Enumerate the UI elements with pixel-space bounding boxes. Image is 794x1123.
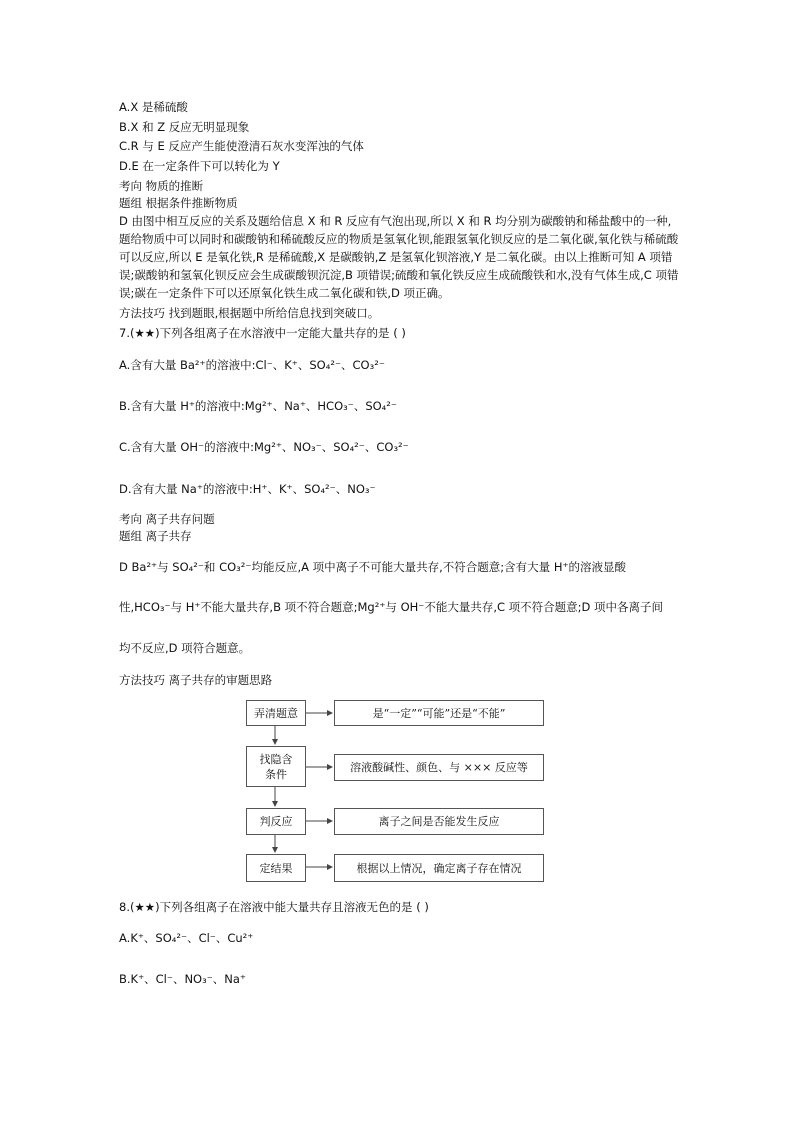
ion-coexistence-flowchart [246, 700, 546, 888]
q7-option-b: B.含有大量 H⁺的溶液中:Mg²⁺、Na⁺、HCO₃⁻、SO₄²⁻ [119, 399, 397, 413]
q7-option-a: A.含有大量 Ba²⁺的溶液中:Cl⁻、K⁺、SO₄²⁻、CO₃²⁻ [119, 358, 385, 372]
flow-step-4: 定结果 [246, 854, 306, 882]
q6-kaoxiang: 考向 物质的推断 [119, 179, 204, 193]
flow-note-4: 根据以上情况，确定离子存在情况 [334, 854, 544, 882]
q7-tizu: 题组 离子共存 [119, 529, 192, 543]
flow-note-1: 是“一定”“可能”还是“不能” [334, 700, 544, 726]
flow-step-1: 弄清题意 [246, 700, 306, 726]
q7-kaoxiang: 考向 离子共存问题 [119, 512, 215, 526]
q7-answer-line-3: 均不反应,D 项符合题意。 [119, 641, 251, 655]
q6-answer: D 由图中相互反应的关系及题给信息 X 和 R 反应有气泡出现,所以 X 和 R 均分别为碳酸钠和稀盐酸中的一种,题给物质中可以同时和碳酸钠和稀硫酸反应的物质是氢氧化钡,能跟氢氧化钡反应的是二氧化碳,氧化铁与稀硫酸可以反应,所以 E 是氧化铁,R 是稀硫酸,X 是碳酸钠,Z 是氢氧化钡溶液,Y 是二氧化碳。由以上推断可知 A 项错误;碳酸钠和氢氧化钡反应会生成碳酸钡沉淀,B 项错误;硫酸和氧化铁反应生成硫酸铁和水,没有气体生成,C 项错误;碳在一定条件下可以还原氧化铁生成二氧化碳和铁,D 项正确。 [119, 214, 679, 300]
q7-answer-line-1: D Ba²⁺与 SO₄²⁻和 CO₃²⁻均能反应,A 项中离子不可能大量共存,不符合题意;含有大量 H⁺的溶液显酸 [119, 560, 627, 574]
q7-stem: 7.(★★)下列各组离子在水溶液中一定能大量共存的是 ( ) [119, 326, 406, 340]
q7-answer-line-2: 性,HCO₃⁻与 H⁺不能大量共存,B 项不符合题意;Mg²⁺与 OH⁻不能大量共存,C 项不符合题意;D 项中各离子间 [119, 600, 664, 614]
q6-option-d: D.E 在一定条件下可以转化为 Y [119, 159, 280, 173]
q6-option-a: A.X 是稀硫酸 [119, 100, 188, 114]
flow-note-3: 离子之间是否能发生反应 [334, 808, 544, 835]
q6-option-c: C.R 与 E 反应产生能使澄清石灰水变浑浊的气体 [119, 139, 364, 153]
flow-step-2: 找隐含条件 [246, 746, 306, 787]
q7-option-d: D.含有大量 Na⁺的溶液中:H⁺、K⁺、SO₄²⁻、NO₃⁻ [119, 482, 376, 496]
q8-option-b: B.K⁺、Cl⁻、NO₃⁻、Na⁺ [119, 972, 247, 986]
q6-tizu: 题组 根据条件推断物质 [119, 196, 238, 210]
flow-step-3: 判反应 [246, 808, 306, 835]
q7-tip: 方法技巧 离子共存的审题思路 [119, 673, 273, 687]
q8-stem: 8.(★★)下列各组离子在溶液中能大量共存且溶液无色的是 ( ) [119, 900, 429, 914]
q6-option-b: B.X 和 Z 反应无明显现象 [119, 120, 250, 134]
q6-tip: 方法技巧 找到题眼,根据题中所给信息找到突破口。 [119, 306, 380, 320]
q7-option-c: C.含有大量 OH⁻的溶液中:Mg²⁺、NO₃⁻、SO₄²⁻、CO₃²⁻ [119, 440, 409, 454]
flow-note-2: 溶液酸碱性、颜色、与 ××× 反应等 [334, 754, 544, 781]
q8-option-a: A.K⁺、SO₄²⁻、Cl⁻、Cu²⁺ [119, 931, 254, 945]
